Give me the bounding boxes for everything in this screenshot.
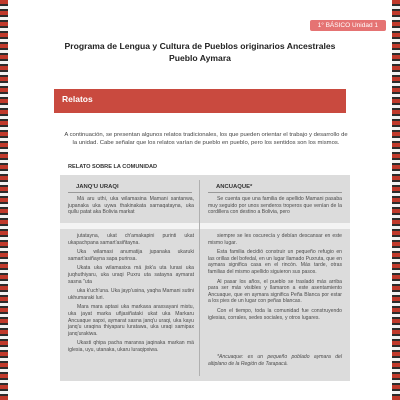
- aymara-story-title: JANQ'U URAQI: [76, 184, 119, 190]
- spanish-story-body: [208, 233, 342, 324]
- column-divider: [199, 180, 200, 376]
- aymara-paragraph: Ukasti qhipa pacha maranxa jaqinaka markan mä iglesia, uyu, utanaka, ukaru luraqipxiwa.: [68, 340, 194, 353]
- aymara-story-intro: [68, 196, 194, 219]
- spanish-title-rule: [208, 192, 342, 193]
- aymara-paragraph: Ukata uka wilamasixa mä jisk'a uta lurasi uka juqhuthiyaru, uka uraqi Puxru uta satayna aymarat sasna "uta: [68, 265, 194, 285]
- header-subtitle: Pueblo Aymara: [169, 53, 231, 63]
- story-subheading: RELATO SOBRE LA COMUNIDAD: [68, 164, 158, 170]
- spanish-paragraph: Con el tiempo, toda la comunidad fue construyendo iglesias, corrales, sedes sociales, y otros lugares.: [208, 307, 342, 321]
- section-title: Relatos: [62, 94, 93, 104]
- spanish-paragraph: Esta familia decidió construir un pequeño refugio en las orillas del bofedal, en un lugar llamado Puxruta, que en aymara significa casa en el rincón. Más tarde, otras familias del mismo apellido siguieron sus pasos.: [208, 249, 342, 275]
- header-title: Programa de Lengua y Cultura de Pueblos originarios Ancestrales: [64, 41, 336, 51]
- intro-paragraph: A continuación, se presentan algunos relatos tradicionales, los que pueden orientar el trabajo y desarrollo de la unidad. Cabe señalar que los relatos varían de pueblo en pueblo, pero los sentidos son los mismos.: [64, 132, 348, 146]
- aymara-paragraph: jutatayna, ukat ch'amakapini purinti ukat ukapachpana samart'asiñtayna.: [68, 233, 194, 246]
- aymara-paragraph: Uka wilamasi anumatija jupanaka ukaruki samart'asiñayna sapa purinsa.: [68, 249, 194, 262]
- spanish-footnote: [208, 354, 342, 370]
- spanish-story-intro: [208, 196, 342, 219]
- aymara-title-rule: [68, 192, 192, 193]
- spanish-paragraph: siempre se les oscurecía y debían descansar en este mismo lugar.: [208, 233, 342, 246]
- spanish-story-title: ANCUAQUE*: [216, 184, 253, 190]
- spanish-paragraph: Se cuenta que una familia de apellido Mamani pasaba muy seguido por unos senderos troperos que venían de la cordillera con destino a Bolivia, pero: [208, 196, 342, 216]
- aymara-paragraph: Mä aru uthi, uka wilamasina Mamani santanwa, jupanaka uka uywa thakinakata sarnaqatayna, uka qullu patat aka Bolivia markat: [68, 196, 194, 216]
- grade-unit-badge: 1° BÁSICO Unidad 1: [310, 20, 386, 31]
- aymara-story-body: [68, 233, 194, 357]
- page-break-band: [60, 223, 350, 229]
- page-header: [0, 40, 400, 64]
- section-bar: [54, 89, 346, 113]
- aymara-paragraph: Mara mara aptasi uka markaxa araxsayani mistu, uka jayat marka uñjasiñataki ukat uka Markaru Ancuaque sapxi, aymarat sasna janq'u uraqi, uka kayu janq'u uraqina thiyaparu luratawa, uka uraqi samipax janq'urakiwa.: [68, 304, 194, 337]
- footnote-text: *Ancuaque: es un pequeño poblado aymara del altiplano de la Región de Tarapacá.: [208, 354, 342, 367]
- spanish-paragraph: Al pasar los años, el pueblo se trasladó más arriba para ser más visibles y llamaron a este asentamiento Ancuaque, que en aymara significa Peña Blanca por estar a los pies de un lugar con peñas blancas.: [208, 278, 342, 305]
- aymara-paragraph: uka k'uch'una. Uka jayp'usina, yaqha Mamani sutini ukhumaraki luri.: [68, 288, 194, 301]
